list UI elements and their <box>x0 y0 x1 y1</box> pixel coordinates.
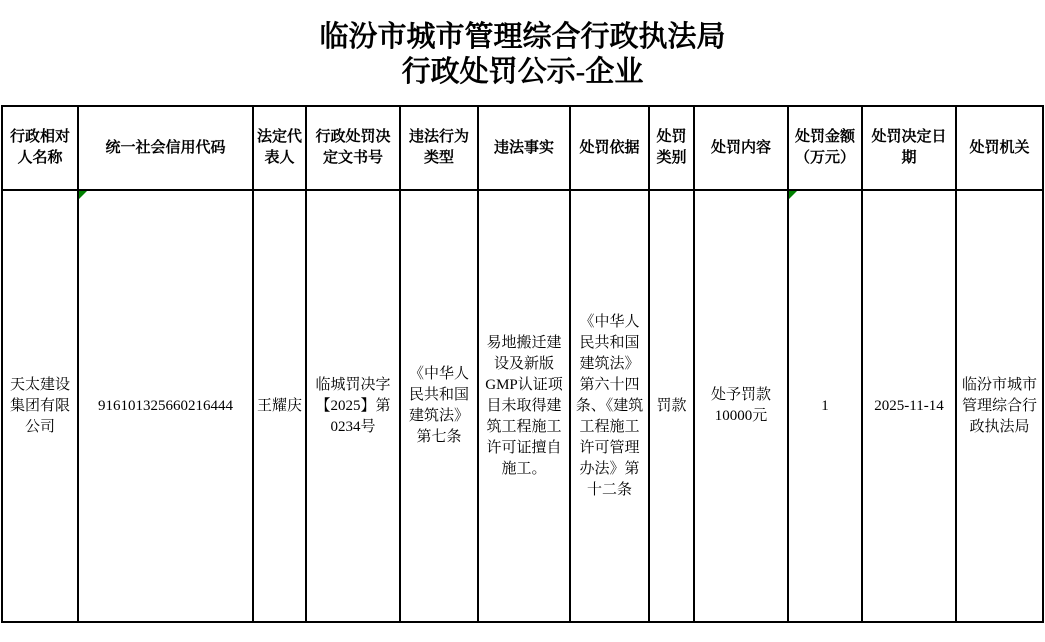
cell-decision-date: 2025-11-14 <box>862 190 956 622</box>
header-penalty-category: 处罚类别 <box>649 106 694 190</box>
header-penalty-content: 处罚内容 <box>694 106 788 190</box>
cell-penalty-category: 罚款 <box>649 190 694 622</box>
cell-penalty-basis: 《中华人民共和国建筑法》第六十四条、《建筑工程施工许可管理办法》第十二条 <box>570 190 649 622</box>
credit-code-value: 916101325660216444 <box>98 397 233 414</box>
penalty-table <box>1 105 1044 623</box>
cell-counterpart-name: 天太建设集团有限公司 <box>2 190 78 622</box>
page-title-line1: 临汾市城市管理综合行政执法局 <box>319 21 726 53</box>
header-decision-doc-number: 行政处罚决定文书号 <box>306 106 400 190</box>
header-violation-facts: 违法事实 <box>478 106 570 190</box>
header-violation-type: 违法行为类型 <box>400 106 478 190</box>
header-counterpart-name: 行政相对人名称 <box>2 106 78 190</box>
cell-penalty-content: 处予罚款10000元 <box>694 190 788 622</box>
header-decision-date: 处罚决定日期 <box>862 106 956 190</box>
number-as-text-marker-icon <box>79 191 87 199</box>
header-penalty-authority: 处罚机关 <box>956 106 1043 190</box>
header-penalty-basis: 处罚依据 <box>570 106 649 190</box>
page-title-line2: 行政处罚公示-企业 <box>401 56 644 88</box>
cell-decision-doc-number: 临城罚决字【2025】第0234号 <box>306 190 400 622</box>
cell-penalty-authority: 临汾市城市管理综合行政执法局 <box>956 190 1043 622</box>
header-penalty-amount: 处罚金额（万元） <box>788 106 862 190</box>
penalty-amount-value: 1 <box>821 397 829 414</box>
cell-legal-representative: 王耀庆 <box>253 190 306 622</box>
table-row <box>2 190 1043 622</box>
header-legal-representative: 法定代表人 <box>253 106 306 190</box>
cell-violation-type: 《中华人民共和国建筑法》第七条 <box>400 190 478 622</box>
cell-credit-code <box>78 190 253 622</box>
header-credit-code: 统一社会信用代码 <box>78 106 253 190</box>
cell-violation-facts: 易地搬迁建设及新版GMP认证项目未取得建筑工程施工许可证擅自施工。 <box>478 190 570 622</box>
page-title <box>0 0 1045 90</box>
cell-penalty-amount <box>788 190 862 622</box>
table-header-row <box>2 106 1043 190</box>
number-as-text-marker-icon <box>789 191 797 199</box>
